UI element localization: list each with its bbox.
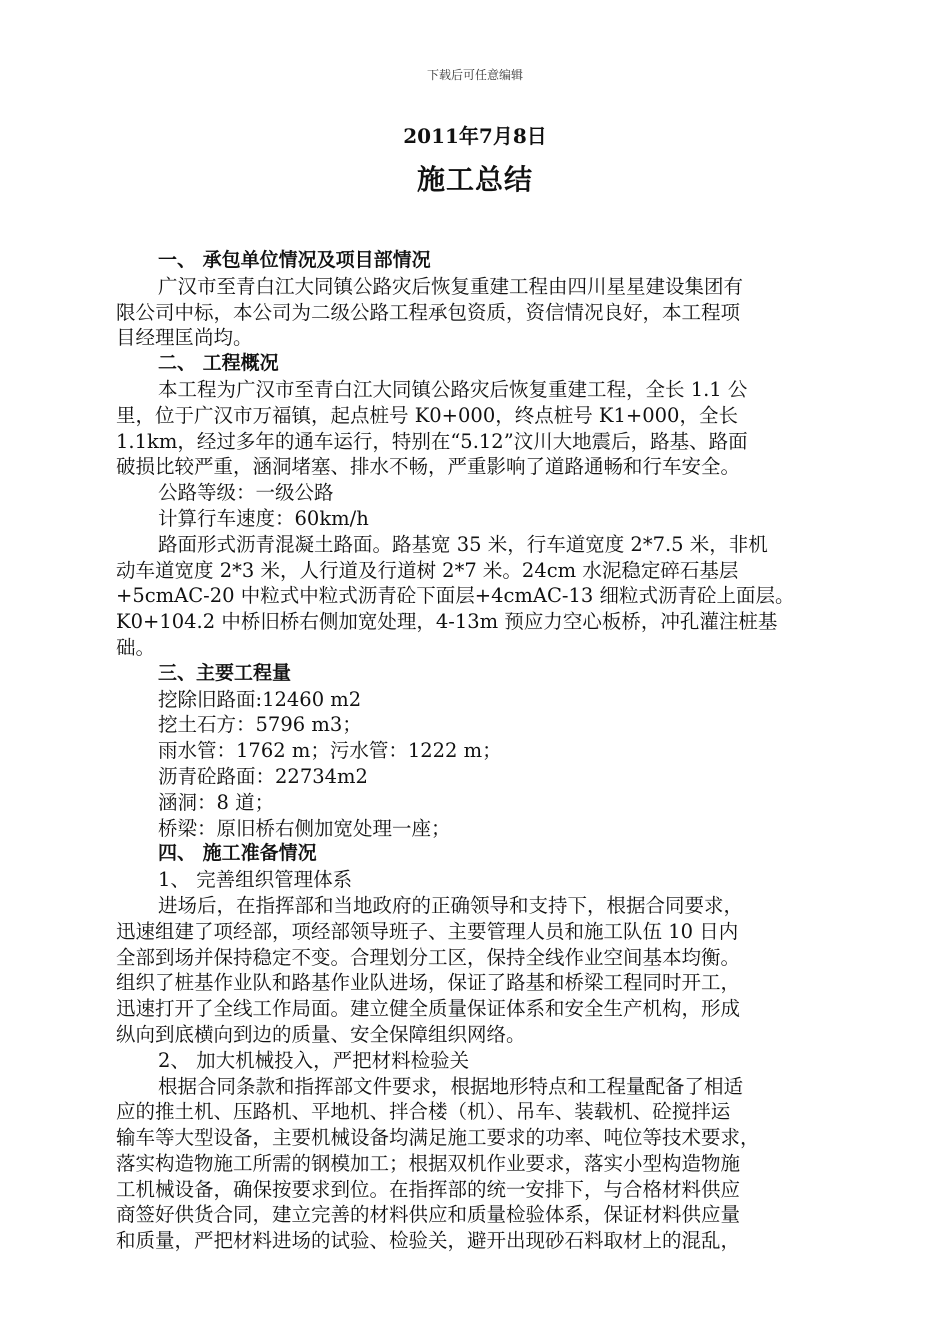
- section-heading: 二、 工程概况: [158, 352, 279, 375]
- text-line: 限公司中标，本公司为二级公路工程承包资质，资信情况良好，本工程项: [116, 300, 741, 324]
- text-line: 目经理匡尚均。: [116, 326, 253, 350]
- text-line: 全部到场并保持稳定不变。合理划分工区，保持全线作业空间基本均衡。: [116, 945, 741, 969]
- text-line: 里，位于广汉市万福镇，起点桩号 K0+000，终点桩号 K1+000，全长: [116, 403, 738, 427]
- text-line: 沥青砼路面：22734m2: [158, 764, 368, 788]
- text-line: 商签好供货合同，建立完善的材料供应和质量检验体系，保证材料供应量: [116, 1203, 741, 1227]
- document-body: [116, 248, 838, 1254]
- text-line: 挖土石方：5796 m3；: [158, 713, 362, 737]
- text-line: 落实构造物施工所需的钢模加工；根据双机作业要求，落实小型构造物施: [116, 1151, 741, 1175]
- text-line: 工机械设备，确保按要求到位。在指挥部的统一安排下，与合格材料供应: [116, 1177, 741, 1201]
- text-line: 公路等级：一级公路: [158, 481, 334, 505]
- section-heading: 四、 施工准备情况: [158, 842, 317, 865]
- text-line: 进场后，在指挥部和当地政府的正确领导和支持下，根据合同要求，: [158, 893, 744, 917]
- section-heading: 三、主要工程量: [158, 661, 292, 684]
- text-line: 迅速打开了全线工作局面。建立健全质量保证体系和安全生产机构，形成: [116, 997, 741, 1021]
- text-line: 广汉市至青白江大同镇公路灾后恢复重建工程由四川星星建设集团有: [158, 274, 744, 298]
- page-header: 下载后可任意编辑: [426, 68, 523, 82]
- text-line: 纵向到底横向到边的质量、安全保障组织网络。: [116, 1022, 526, 1046]
- text-line: 2、 加大机械投入，严把材料检验关: [158, 1048, 470, 1072]
- text-line: +5cmAC-20 中粒式中粒式沥青砼下面层+4cmAC-13 细粒式沥青砼上面层。: [116, 584, 795, 608]
- text-line: 1.1km，经过多年的通车运行，特别在“5.12”汶川大地震后，路基、路面: [116, 429, 748, 453]
- text-line: 应的推土机、压路机、平地机、拌合楼（机）、吊车、装载机、砼搅拌运: [116, 1100, 731, 1124]
- text-line: 计算行车速度：60km/h: [158, 506, 369, 530]
- text-line: 雨水管：1762 m；污水管：1222 m；: [158, 739, 502, 763]
- text-line: K0+104.2 中桥旧桥右侧加宽处理，4-13m 预应力空心板桥，冲孔灌注桩基: [116, 610, 778, 634]
- text-line: 础。: [116, 635, 156, 659]
- text-line: 组织了桩基作业队和路基作业队进场，保证了路基和桥梁工程同时开工，: [116, 971, 741, 995]
- text-line: 和质量，严把材料进场的试验、检验关，避开出现砂石料取材上的混乱，: [116, 1229, 741, 1253]
- text-line: 1、 完善组织管理体系: [158, 868, 353, 892]
- text-line: 挖除旧路面:12460 m2: [158, 687, 362, 711]
- text-line: 涵洞：8 道；: [158, 790, 275, 814]
- text-line: 输车等大型设备，主要机械设备均满足施工要求的功率、吨位等技术要求，: [116, 1126, 760, 1150]
- document-date: 2011年7月8日: [403, 124, 547, 148]
- text-line: 破损比较严重，涵洞堵塞、排水不畅，严重影响了道路通畅和行车安全。: [116, 455, 741, 479]
- text-line: 迅速组建了项经部，项经部领导班子、主要管理人员和施工队伍 10 日内: [116, 919, 739, 943]
- text-line: 动车道宽度 2*3 米，人行道及行道树 2*7 米。24cm 水泥稳定碎石基层: [116, 558, 739, 582]
- text-line: 桥梁：原旧桥右侧加宽处理一座；: [158, 816, 451, 840]
- text-line: 路面形式沥青混凝土路面。路基宽 35 米，行车道宽度 2*7.5 米，非机: [158, 532, 768, 556]
- document-title: 施工总结: [416, 163, 533, 196]
- text-line: 根据合同条款和指挥部文件要求，根据地形特点和工程量配备了相适: [158, 1074, 744, 1098]
- section-heading: 一、 承包单位情况及项目部情况: [158, 249, 431, 271]
- text-line: 本工程为广汉市至青白江大同镇公路灾后恢复重建工程，全长 1.1 公: [158, 377, 748, 401]
